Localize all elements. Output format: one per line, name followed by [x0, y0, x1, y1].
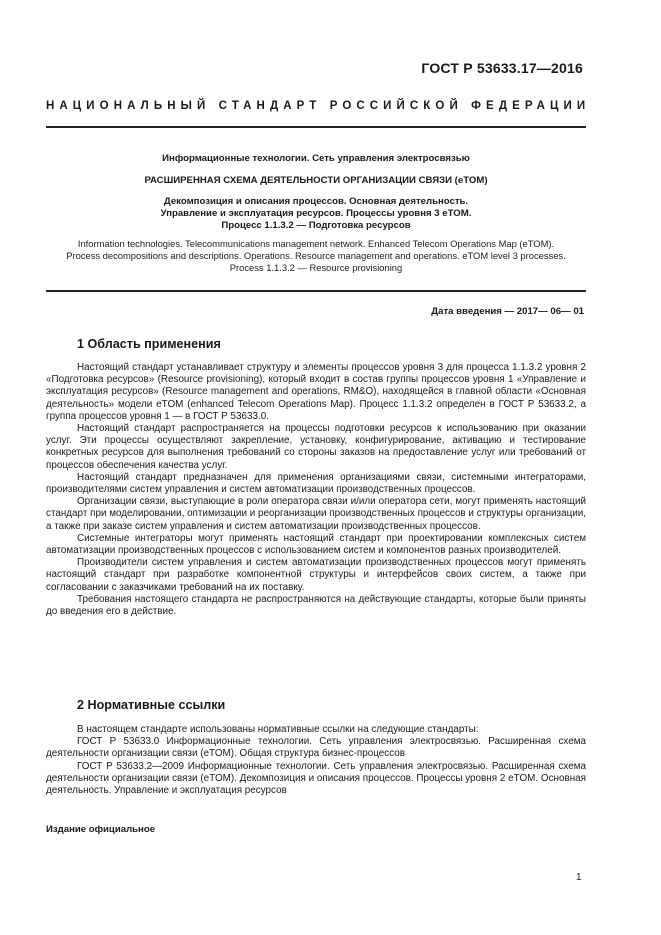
standard-id: ГОСТ Р 53633.17—2016	[421, 60, 583, 76]
top-divider	[46, 126, 586, 128]
section-heading: 1 Область применения	[77, 337, 221, 351]
main-title: РАСШИРЕННАЯ СХЕМА ДЕЯТЕЛЬНОСТИ ОРГАНИЗАЦИИ СВЯЗИ (eTOM)	[144, 175, 488, 186]
paragraph: Организации связи, выступающие в роли оператора связи и/или оператора сети, могут применять настоящий стандарт при моделировании, оптимизации и реорганизации производственных процессов и структуры организации, а также при заказе систем управления и систем автоматизации производственных процессов.	[46, 496, 586, 532]
title-divider	[46, 290, 586, 292]
subtitle-line-2: Управление и эксплуатация ресурсов. Процессы уровня 3 eTOM.	[160, 208, 472, 219]
paragraph: Производители систем управления и систем автоматизации производственных процессов могут применять настоящий стандарт при разработке компонентной структуры и интерфейсов своих систем, а также при согласовании с заказчиками требований на их поставку.	[46, 557, 586, 593]
paragraph: ГОСТ Р 53633.2—2009 Информационные технологии. Сеть управления электросвязью. Расширенная схема деятельности организации связи (eTOM). Декомпозиция и описания процессов. Процессы уровня 2 eTOM. Основная деятельность. Управление и эксплуатация ресурсов	[46, 760, 586, 797]
paragraph: ГОСТ Р 53633.0 Информационные технологии. Сеть управления электросвязью. Расширенная схема деятельности организации связи (eTOM). Общая структура бизнес-процессов	[46, 736, 586, 760]
effective-date: Дата введения — 2017— 06— 01	[431, 306, 584, 317]
section-body-scope	[46, 362, 586, 618]
national-standard-banner: НАЦИОНАЛЬНЫЙ СТАНДАРТ РОССИЙСКОЙ ФЕДЕРАЦИИ	[46, 100, 591, 112]
subtitle-line-1: Декомпозиция и описания процессов. Основная деятельность.	[163, 196, 469, 207]
subtitle-line-3: Процесс 1.1.3.2 — Подготовка ресурсов	[221, 220, 411, 231]
paragraph: Требования настоящего стандарта не распространяются на действующие стандарты, которые были приняты до введения его в действие.	[46, 593, 586, 618]
paragraph: Настоящий стандарт устанавливает структуру и элементы процессов уровня 3 для процесса 1.1.3.2 уровня 2 «Подготовка ресурсов» (Resource provisioning), который входит в состав группы процессов уровня 1 «Управление и эксплуатация ресурсов» (Resource management and operations, RM&O), находящейся в главной области «Основная деятельность» модели eTOM (enhanced Telecom Operations Map). Процесс 1.1.3.2 определен в ГОСТ Р 53633.2, а группа процессов уровня 1 — в ГОСТ Р 53633.0.	[46, 362, 586, 422]
paragraph: В настоящем стандарте использованы нормативные ссылки на следующие стандарты:	[77, 724, 479, 735]
english-title-line-3: Process 1.1.3.2 — Resource provisioning	[229, 262, 403, 273]
series-title: Информационные технологии. Сеть управления электросвязью	[162, 153, 470, 164]
section-body-references	[46, 724, 586, 797]
page-number: 1	[576, 872, 582, 883]
paragraph: Настоящий стандарт распространяется на процессы подготовки ресурсов к использованию при оказании услуг. Эти процессы осуществляют закрепление, установку, конфигурирование, активацию и тестирование конкретных ресурсов для выполнения требований со стороны заказов на предоставление услуг или требований от процессов обеспечения качества услуг.	[46, 423, 586, 471]
english-title-line-2: Process decompositions and descriptions. Operations. Resource management and operations. eTOM level 3 processes.	[66, 250, 566, 261]
english-title-line-1: Information technologies. Telecommunications management network. Enhanced Telecom Operations Map (eTOM).	[77, 238, 555, 249]
paragraph: Настоящий стандарт предназначен для применения организациями связи, системными интеграторами, производителями систем управления и систем автоматизации производственных процессов.	[46, 471, 586, 496]
official-edition-label: Издание официальное	[46, 824, 156, 835]
section-heading: 2 Нормативные ссылки	[77, 698, 226, 712]
paragraph: Системные интеграторы могут применять настоящий стандарт при проектировании комплексных систем автоматизации производственных процессов с использованием систем и компонентов разных производителей.	[46, 532, 586, 557]
